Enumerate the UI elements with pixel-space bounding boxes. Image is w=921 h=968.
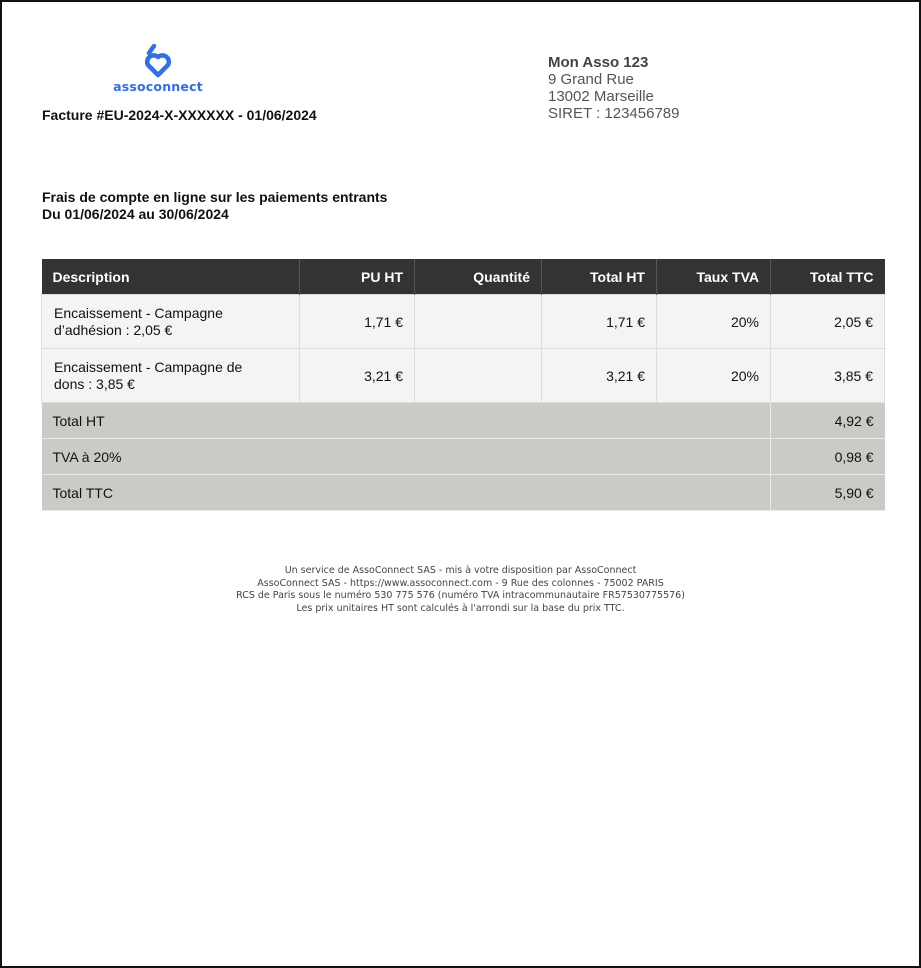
recipient-name: Mon Asso 123: [548, 54, 649, 71]
tva-label: TVA à 20%: [42, 439, 771, 475]
total-ht-value: 4,92 €: [771, 403, 885, 439]
col-header-total-ht: Total HT: [542, 259, 657, 295]
total-ttc-row: [42, 475, 885, 511]
description-line: dons : 3,85 €: [54, 375, 135, 392]
tva-row: [42, 439, 885, 475]
recipient-address: [548, 54, 679, 122]
table-row: [42, 295, 885, 349]
table-row: [42, 349, 885, 403]
invoice-subject: [42, 189, 387, 223]
col-header-total-ttc: Total TTC: [771, 259, 885, 295]
total-ht-row: [42, 403, 885, 439]
recipient-street: 9 Grand Rue: [548, 71, 634, 88]
cell-pu-ht: 3,21 €: [300, 349, 415, 403]
cell-total-ttc: 2,05 €: [771, 295, 885, 349]
description-line: Encaissement - Campagne de: [54, 358, 243, 375]
cell-quantite: [415, 349, 542, 403]
cell-total-ht: 1,71 €: [542, 295, 657, 349]
total-ttc-value: 5,90 €: [771, 475, 885, 511]
table-header-row: [42, 259, 885, 295]
cell-total-ht: 3,21 €: [542, 349, 657, 403]
cell-total-ttc: 3,85 €: [771, 349, 885, 403]
tva-value: 0,98 €: [771, 439, 885, 475]
footer-line: RCS de Paris sous le numéro 530 775 576 (numéro TVA intracommunautaire FR57530775576): [236, 590, 685, 601]
subject-period: Du 01/06/2024 au 30/06/2024: [42, 206, 229, 222]
cell-taux-tva: 20%: [657, 349, 771, 403]
recipient-city: 13002 Marseille: [548, 88, 654, 105]
cell-description: [42, 295, 300, 349]
invoice-footer: [2, 565, 919, 615]
invoice-table: [41, 259, 885, 511]
footer-line: AssoConnect SAS - https://www.assoconnect.com - 9 Rue des colonnes - 75002 PARIS: [257, 577, 664, 589]
total-ht-label: Total HT: [42, 403, 771, 439]
company-logo: [112, 44, 204, 94]
subject-line: Frais de compte en ligne sur les paiements entrants: [42, 189, 388, 205]
col-header-description: Description: [42, 259, 300, 295]
description-line: Encaissement - Campagne: [54, 304, 223, 321]
cell-taux-tva: 20%: [657, 295, 771, 349]
cell-quantite: [415, 295, 542, 349]
logo-wordmark: assoconnect: [113, 79, 203, 94]
cell-description: [42, 349, 300, 403]
footer-line: Les prix unitaires HT sont calculés à l'arrondi sur la base du prix TTC.: [296, 602, 625, 614]
col-header-taux-tva: Taux TVA: [657, 259, 771, 295]
col-header-pu-ht: PU HT: [300, 259, 415, 295]
footer-line: Un service de AssoConnect SAS - mis à votre disposition par AssoConnect: [284, 565, 637, 576]
description-line: d’adhésion : 2,05 €: [54, 321, 173, 338]
cell-pu-ht: 1,71 €: [300, 295, 415, 349]
invoice-title: Facture #EU-2024-X-XXXXXX - 01/06/2024: [42, 107, 317, 123]
col-header-quantite: Quantité: [415, 259, 542, 295]
recipient-siret: SIRET : 123456789: [548, 105, 680, 122]
total-ttc-label: Total TTC: [42, 475, 771, 511]
assoconnect-logo-icon: [143, 44, 173, 78]
